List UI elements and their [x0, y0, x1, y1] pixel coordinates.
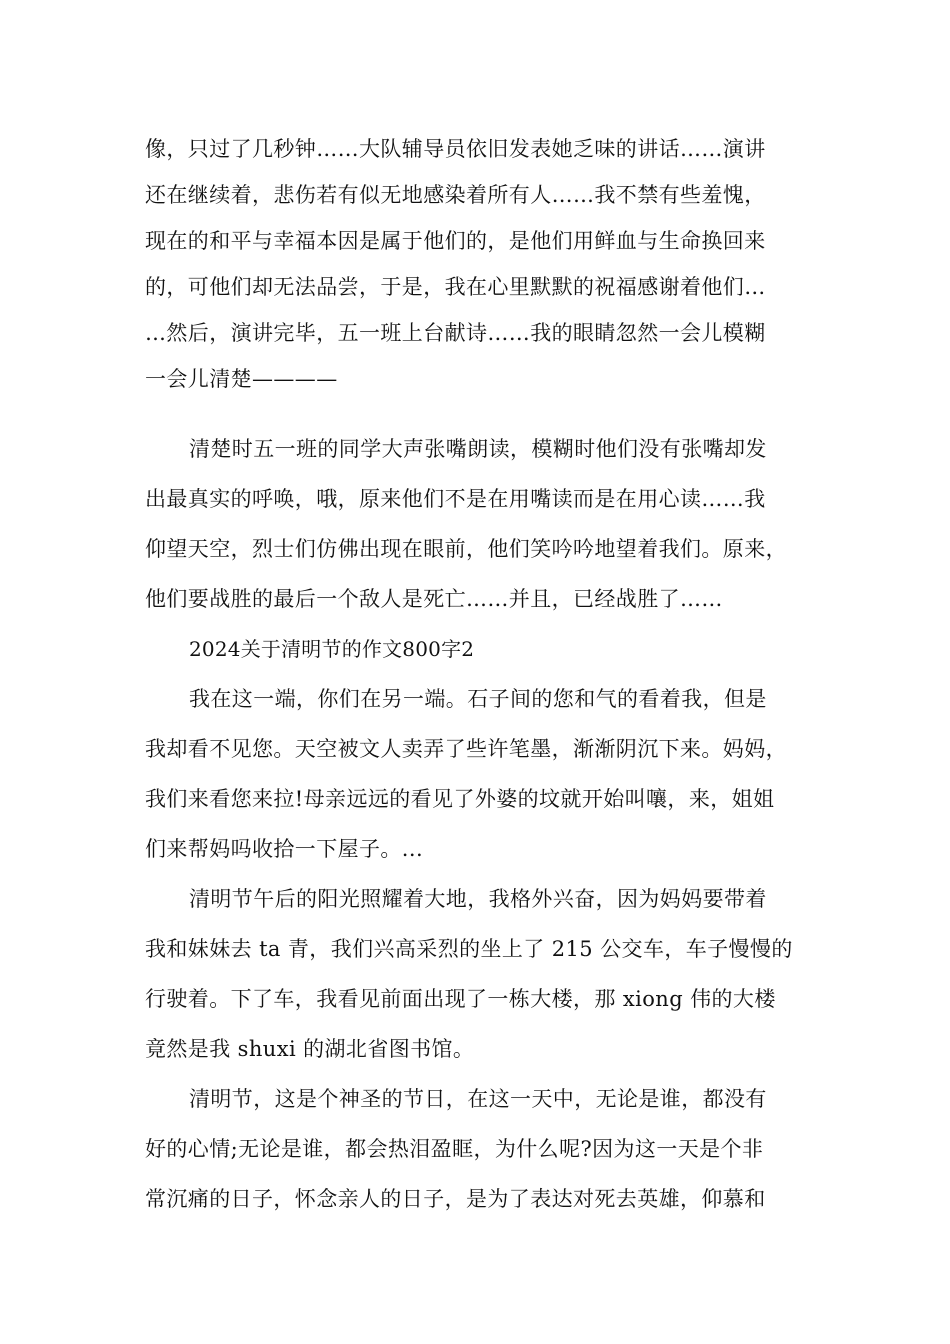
paragraph-2-line-3: 仰望天空，烈士们仿佛出现在眼前，他们笑吟吟地望着我们。原来，: [145, 537, 787, 561]
paragraph-4-line-1: 清明节午后的阳光照耀着大地，我格外兴奋，因为妈妈要带着: [189, 887, 767, 911]
paragraph-2-line-1: 清楚时五一班的同学大声张嘴朗读，模糊时他们没有张嘴却发: [189, 437, 767, 461]
paragraph-3-line-4: 们来帮妈吗收拾一下屋子。...: [145, 837, 424, 861]
paragraph-1-line-2: 还在继续着，悲伤若有似无地感染着所有人……我不禁有些羞愧，: [145, 183, 766, 207]
paragraph-3-line-3: 我们来看您来拉!母亲远远的看见了外婆的坟就开始叫嚷，来，姐姐: [145, 787, 775, 811]
paragraph-5-line-1: 清明节，这是个神圣的节日，在这一天中，无论是谁，都没有: [189, 1087, 767, 1111]
paragraph-3-line-2: 我却看不见您。天空被文人卖弄了些许笔墨，渐渐阴沉下来。妈妈，: [145, 737, 787, 761]
section-heading: 2024关于清明节的作文800字2: [189, 637, 475, 661]
paragraph-1-line-3: 现在的和平与幸福本因是属于他们的，是他们用鲜血与生命换回来: [145, 229, 766, 253]
paragraph-1-line-1: 像，只过了几秒钟……大队辅导员依旧发表她乏味的讲话……演讲: [145, 137, 766, 161]
paragraph-4-line-3: 行驶着。下了车，我看见前面出现了一栋大楼，那 xiong 伟的大楼: [145, 987, 776, 1011]
paragraph-1-line-5: …然后，演讲完毕，五一班上台献诗……我的眼睛忽然一会儿模糊: [145, 321, 766, 345]
paragraph-1-line-6: 一会儿清楚————: [145, 367, 338, 391]
paragraph-2-line-4: 他们要战胜的最后一个敌人是死亡……并且，已经战胜了……: [145, 587, 723, 611]
paragraph-5-line-2: 好的心情;无论是谁，都会热泪盈眶，为什么呢?因为这一天是个非: [145, 1137, 764, 1161]
paragraph-2-line-2: 出最真实的呼唤，哦，原来他们不是在用嘴读而是在用心读……我: [145, 487, 766, 511]
paragraph-3-line-1: 我在这一端，你们在另一端。石子间的您和气的看着我，但是: [189, 687, 767, 711]
paragraph-1-line-4: 的，可他们却无法品尝，于是，我在心里默默的祝福感谢着他们…: [145, 275, 766, 299]
paragraph-5-line-3: 常沉痛的日子，怀念亲人的日子，是为了表达对死去英雄，仰慕和: [145, 1187, 766, 1211]
paragraph-4-line-2: 我和妹妹去 ta 青，我们兴高采烈的坐上了 215 公交车，车子慢慢的: [145, 937, 793, 961]
paragraph-4-line-4: 竟然是我 shuxi 的湖北省图书馆。: [145, 1037, 475, 1061]
